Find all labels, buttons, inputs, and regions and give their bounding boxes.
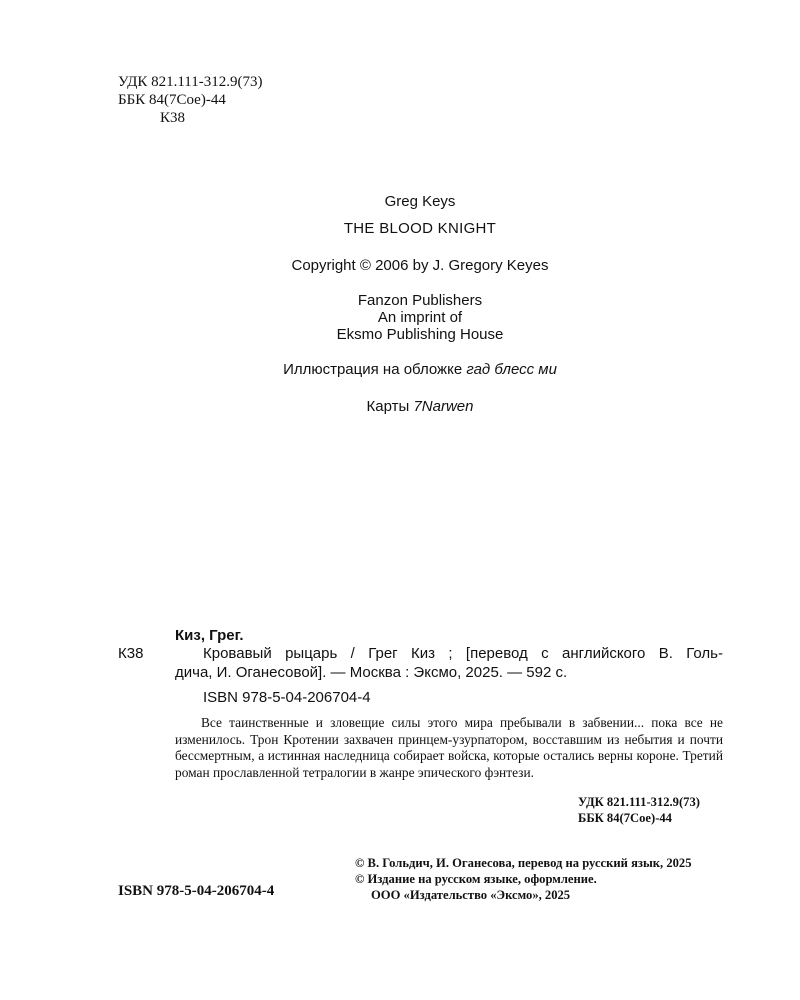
illustration-credit	[220, 361, 620, 378]
footer-copyright-line-3: ООО «Издательство «Эксмо», 2025	[371, 888, 571, 902]
publisher-line-1: Fanzon Publishers	[357, 292, 483, 309]
catalog-annotation	[175, 715, 723, 781]
original-title: THE BLOOD KNIGHT	[343, 220, 497, 237]
catalog-desc-line-2: дича, И. Оганесовой]. — Москва : Эксмо, 2025. — 592 с.	[175, 664, 568, 681]
footer-isbn: ISBN 978-5-04-206704-4	[118, 883, 275, 899]
catalog-author-mark: К38	[118, 645, 144, 662]
illustration-artist: гад блесс ми	[466, 361, 557, 378]
catalog-desc-line-1: Кровавый рыцарь / Грег Киз ; [перевод с английского В. Голь-	[203, 645, 723, 662]
catalog-bbk: ББК 84(7Сое)-44	[578, 811, 672, 825]
publisher-line-2: An imprint of	[377, 309, 463, 326]
publisher-line-3: Eksmo Publishing House	[336, 326, 504, 343]
footer-copyright-line-2: © Издание на русском языке, оформление.	[355, 872, 597, 886]
annotation-text: Все таинственные и зловещие силы этого мира пребывали в забвении... пока все не изменилось. Трон Кротении захвачен принцем-узурпатором, восставшим из небытия и почти бессмертным, а истинная наследница собирает войска, которые остались верны короне. Третий роман прославленной тетралогии в жанре эпического фэнтези.	[175, 715, 723, 780]
original-author: Greg Keys	[384, 193, 456, 210]
footer-copyright-line-1: © В. Гольдич, И. Оганесова, перевод на русский язык, 2025	[355, 856, 692, 870]
maps-label: Карты	[366, 398, 410, 415]
bbk-code-top: ББК 84(7Сое)-44	[118, 92, 226, 108]
illustration-label: Иллюстрация на обложке	[283, 361, 463, 378]
maps-credit	[220, 398, 620, 415]
author-mark-top: К38	[160, 110, 186, 126]
catalog-udk: УДК 821.111-312.9(73)	[578, 795, 700, 809]
udk-code-top: УДК 821.111-312.9(73)	[118, 74, 263, 90]
catalog-heading: Киз, Грег.	[175, 627, 244, 644]
catalog-isbn: ISBN 978-5-04-206704-4	[203, 689, 371, 706]
maps-artist: 7Narwen	[413, 398, 474, 415]
original-copyright: Copyright © 2006 by J. Gregory Keyes	[291, 257, 549, 274]
